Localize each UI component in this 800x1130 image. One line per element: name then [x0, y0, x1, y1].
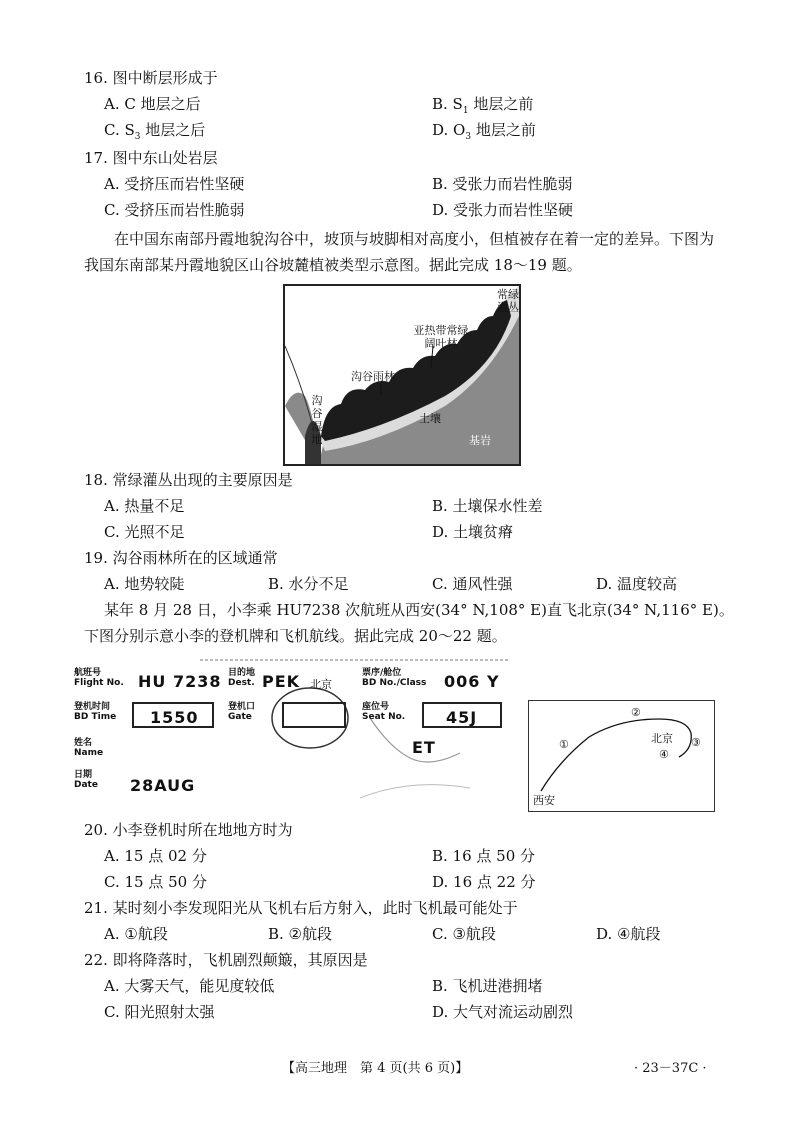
q16-option-c: [104, 120, 205, 147]
q16-option-d-sub: 3: [465, 132, 472, 142]
q20-option-d: D. 16 点 22 分: [432, 873, 536, 891]
q16-option-b: [432, 94, 533, 121]
q16-option-c-rest: 地层之后: [140, 121, 206, 139]
seat-label-en: Seat No.: [362, 712, 406, 722]
dest-value-cn: 北京: [310, 678, 332, 691]
q18-option-d: D. 土壤贫瘠: [432, 523, 514, 541]
bd-no-value: 006 Y: [444, 672, 500, 691]
date-value: 28AUG: [130, 776, 196, 795]
q16-option-d: [432, 120, 536, 147]
passage-20-22-line2: 下图分别示意小李的登机牌和飞机航线。据此完成 20～22 题。: [84, 627, 507, 645]
q21-option-d: D. ④航段: [596, 925, 661, 943]
name-label: [74, 738, 103, 758]
q21-option-b: B. ②航段: [268, 925, 333, 943]
name-label-cn: 姓名: [74, 738, 93, 748]
flight-route-map: [528, 700, 715, 812]
route-point-4: ④: [659, 748, 669, 761]
q16-option-b-main: B. S: [432, 95, 463, 113]
bd-no-label: [362, 668, 426, 688]
q19-stem: 19. 沟谷雨林所在的区域通常: [84, 549, 278, 567]
route-point-1: ①: [559, 738, 569, 751]
bd-time-value: 1550: [150, 708, 199, 727]
q22-stem: 22. 即将降落时，飞机剧烈颠簸，其原因是: [84, 951, 368, 969]
q19-option-a: A. 地势较陡: [104, 575, 185, 593]
ravine-rainforest-label: 沟谷雨林: [351, 370, 395, 383]
flight-no-label-en: Flight No.: [74, 678, 124, 688]
gate-label: [228, 702, 255, 722]
bd-time-label-en: BD Time: [74, 712, 117, 722]
passage-18-19: 在中国东南部丹霞地貌沟谷中，坡顶与坡脚相对高度小，但植被存在着一定的差异。下图为我国东南部某丹霞地貌区山谷坡麓植被类型示意图。据此完成 18～19 题。: [84, 230, 715, 274]
bd-time-label: [74, 702, 116, 722]
q19-option-d: D. 温度较高: [596, 575, 678, 593]
q22-option-d: D. 大气对流运动剧烈: [432, 1003, 574, 1021]
passage-20-22-line1: 某年 8 月 28 日，小李乘 HU7238 次航班从西安(34° N,108° E)直飞北京(34° N,116° E)。: [104, 601, 734, 619]
q20-stem: 20. 小李登机时所在地地方时为: [84, 821, 293, 839]
q16-option-b-rest: 地层之前: [468, 95, 534, 113]
q18-stem: 18. 常绿灌丛出现的主要原因是: [84, 471, 293, 489]
flight-route-svg: [529, 701, 714, 811]
q17-option-b: B. 受张力而岩性脆弱: [432, 175, 573, 193]
q16-option-c-main: C. S: [104, 121, 135, 139]
q22-option-c: C. 阳光照射太强: [104, 1003, 215, 1021]
xian-label: 西安: [533, 794, 555, 807]
dest-value: PEK: [262, 672, 301, 691]
q19-option-b: B. 水分不足: [268, 575, 349, 593]
q17-option-a: A. 受挤压而岩性坚硬: [104, 175, 245, 193]
q16-option-d-rest: 地层之前: [471, 121, 536, 139]
flight-no-value: HU 7238: [138, 672, 222, 691]
bd-no-label-cn: 票序/舱位: [362, 668, 402, 678]
q20-option-c: C. 15 点 50 分: [104, 873, 207, 891]
evergreen-shrub-label: 常绿灌丛: [497, 288, 519, 314]
q18-option-c: C. 光照不足: [104, 523, 185, 541]
route-point-2: ②: [631, 706, 641, 719]
date-label-en: Date: [74, 780, 98, 790]
q20-option-a: A. 15 点 02 分: [104, 847, 207, 865]
route-point-3: ③: [691, 736, 701, 749]
bedrock-label: 基岩: [469, 434, 491, 447]
q19-option-c: C. 通风性强: [432, 575, 513, 593]
seat-label-cn: 座位号: [362, 702, 390, 712]
q16-option-d-main: D. O: [432, 121, 466, 139]
ravine-wetland-label: 沟谷湿地: [311, 394, 323, 446]
flight-no-label: [74, 668, 124, 688]
subtropical-forest-label: 亚热带常绿阔叶林: [413, 324, 469, 350]
q17-stem: 17. 图中东山处岩层: [84, 149, 218, 167]
q21-option-c: C. ③航段: [432, 925, 496, 943]
q16-option-a: A. C 地层之后: [104, 95, 201, 113]
q18-option-a: A. 热量不足: [104, 497, 185, 515]
gate-box: [282, 702, 346, 728]
date-label-cn: 日期: [74, 770, 93, 780]
dest-label-en: Dest.: [228, 678, 255, 688]
date-label: [74, 770, 98, 790]
q22-option-b: B. 飞机进港拥堵: [432, 977, 543, 995]
gate-label-en: Gate: [228, 712, 252, 722]
flight-no-label-cn: 航班号: [74, 668, 102, 678]
bd-time-label-cn: 登机时间: [74, 702, 111, 712]
q16-option-c-sub: 3: [134, 132, 141, 142]
bd-no-label-en: BD No./Class: [362, 678, 427, 688]
q21-stem: 21. 某时刻小李发现阳光从飞机右后方射入，此时飞机最可能处于: [84, 899, 518, 917]
beijing-label: 北京: [651, 732, 673, 745]
q20-option-b: B. 16 点 50 分: [432, 847, 536, 865]
boarding-pass: [70, 658, 518, 806]
q18-option-b: B. 土壤保水性差: [432, 497, 543, 515]
page-code: · 23－37C ·: [634, 1061, 707, 1076]
seat-label: [362, 702, 405, 722]
page-footer: 【高三地理 第 4 页(共 6 页)】: [282, 1061, 469, 1076]
seat-value: 45J: [446, 708, 478, 727]
soil-label: 土壤: [419, 412, 441, 425]
name-label-en: Name: [74, 748, 104, 758]
q22-option-a: A. 大雾天气，能见度较低: [104, 977, 275, 995]
q21-option-a: A. ①航段: [104, 925, 168, 943]
dest-label: [228, 668, 255, 688]
q16-option-b-sub: 1: [462, 106, 469, 116]
q16-stem: 16. 图中断层形成于: [84, 69, 218, 87]
ticket-stamp-text: ET: [412, 738, 436, 757]
q17-option-c: C. 受挤压而岩性脆弱: [104, 201, 245, 219]
stamp-curve-mark-2: [360, 785, 470, 798]
gate-label-cn: 登机口: [228, 702, 256, 712]
dest-label-cn: 目的地: [228, 668, 256, 678]
q17-option-d: D. 受张力而岩性坚硬: [432, 201, 574, 219]
vegetation-figure: [283, 284, 521, 466]
